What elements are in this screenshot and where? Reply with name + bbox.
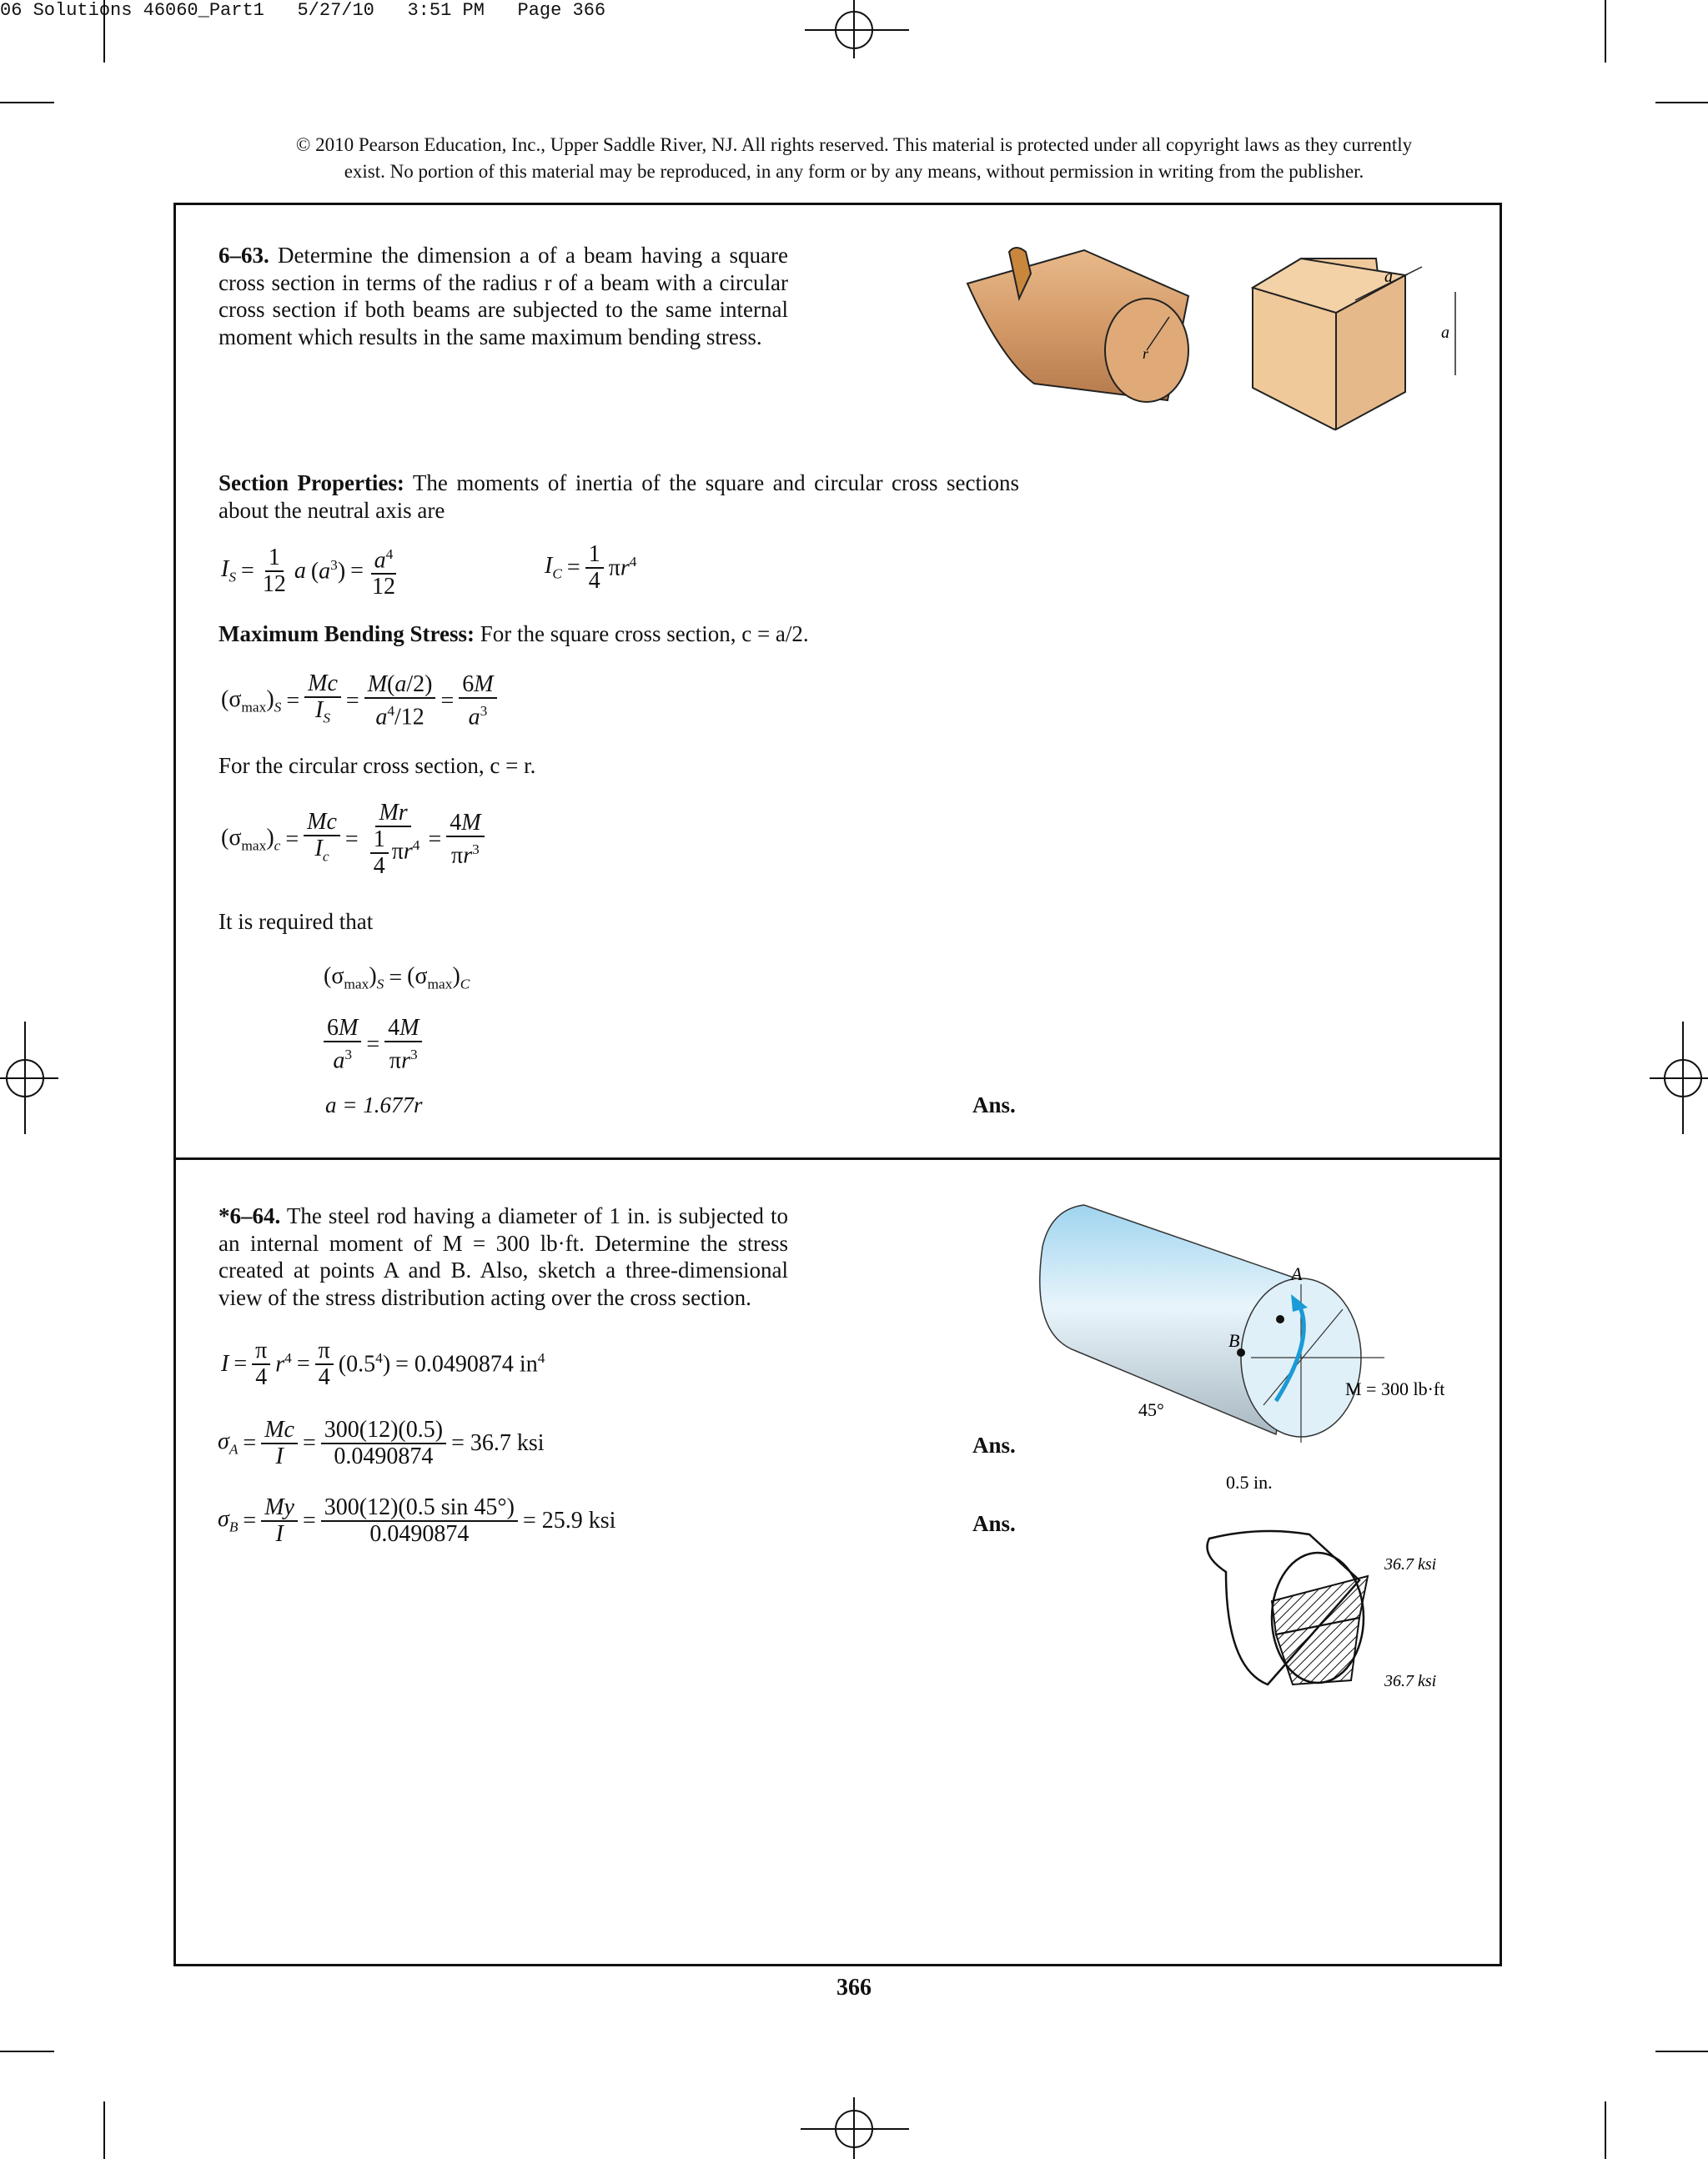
- moment-label: M = 300 lb·ft: [1345, 1378, 1445, 1399]
- sketch-bottom-label: 36.7 ksi: [1384, 1672, 1437, 1690]
- square-beam: [1253, 259, 1455, 429]
- figure-64-steel-rod: [1026, 1192, 1493, 1509]
- inertia-result: = 0.0490874 in: [395, 1351, 538, 1378]
- section-properties-heading: Section Properties:: [219, 470, 404, 495]
- stress-A-equation: $\sigma_A$ = $\frac{Mc}{I}$ = $\frac{300(12)(0.5)}{0.0490874}$ = 36.7 ksi: [218, 1417, 545, 1469]
- stress-circle-equation: $(\sigma_{max})_c$ = $\frac{Mc}{I_c}$ = Mr $\frac{1}{4}$ $\pi r^4$ = $\frac{4M}{\pi r^3}$: [219, 801, 487, 879]
- dim-a-side-label: a: [1441, 324, 1449, 342]
- problem-63-statement: [219, 242, 788, 350]
- page-number: 366: [836, 1975, 872, 2001]
- sketch-top-label: 36.7 ksi: [1384, 1555, 1437, 1574]
- section-properties: [219, 469, 1019, 524]
- circular-section-text: For the circular cross section, c = r.: [219, 753, 536, 778]
- sigmaA-result: = 36.7 ksi: [451, 1430, 545, 1456]
- moment-inertia-rod: I = $\frac{\pi}{4}$ $r^4$ = $\frac{\pi}{4}$ $(0.5^4)$ = 0.0490874 $in^4$: [221, 1338, 545, 1390]
- stress-square-equation: $(\sigma_{max})_S$ = $\frac{Mc}{I_S}$ = $\frac{M(a/2)}{a^4/12}$ = $\frac{6M}{a^3}$: [219, 671, 500, 731]
- radius-dim-label: 0.5 in.: [1226, 1472, 1273, 1493]
- point-B-label: B: [1228, 1330, 1240, 1351]
- copyright-line-1: © 2010 Pearson Education, Inc., Upper Saddle River, NJ. All rights reserved. This material is protected under all copyright laws as they currently: [295, 134, 1413, 155]
- angle-label: 45°: [1138, 1399, 1164, 1420]
- max-bending-heading: Maximum Bending Stress:: [219, 621, 475, 646]
- answer-label-64a: Ans.: [972, 1433, 1016, 1458]
- answer-label-63: Ans.: [972, 1092, 1016, 1117]
- sigmaA-denominator: 0.0490874: [334, 1444, 434, 1469]
- sigmaB-result: = 25.9 ksi: [522, 1508, 616, 1534]
- ratio-equation: $\frac{6M}{a^3}$ = $\frac{4M}{\pi r^3}$: [321, 1016, 424, 1073]
- problem-64-text: The steel rod having a diameter of 1 in. is subjected to an internal moment of M = 300 lb·ft. Determine the stress created at points A and B. Also, sketch a three-dimensional view of the stress distribution acting over the cross section.: [219, 1203, 788, 1310]
- copyright-line-2: exist. No portion of this material may be reproduced, in any form or by any means, without permission in writing from the publisher.: [344, 161, 1364, 182]
- slug-line: 06 Solutions 46060_Part1 5/27/10 3:51 PM Page 366: [0, 0, 606, 21]
- sigmaB-numerator: 300(12)(0.5 sin 45°): [321, 1495, 518, 1522]
- point-A-label: A: [1291, 1263, 1303, 1284]
- equality-equation: $(\sigma_{max})_S$ = $(\sigma_{max})_C$: [324, 963, 470, 992]
- moment-inertia-square: $I_S$ = $\frac{1}{12}$ a $(a^3)$ = $\frac{a^4}{12}$: [219, 542, 401, 600]
- circular-beam: [967, 248, 1188, 402]
- section-properties-text: The moments of inertia of the square and circular cross sections about the neutral axis are: [219, 470, 1019, 523]
- sigmaB-denominator: 0.0490874: [369, 1521, 470, 1547]
- dim-a-top-label: a: [1384, 268, 1393, 286]
- solution-frame: [173, 203, 1502, 1966]
- max-bending-text: For the square cross section, c = a/2.: [480, 621, 809, 646]
- answer-label-64b: Ans.: [972, 1511, 1016, 1536]
- moment-inertia-circle: $I_C$ = $\frac{1}{4}$ $\pi r^4$: [545, 541, 637, 594]
- figure-63-beams: [951, 233, 1484, 442]
- point-A-marker: [1276, 1315, 1284, 1323]
- required-text: It is required that: [219, 909, 374, 934]
- stress-distribution-sketch: [1193, 1526, 1459, 1701]
- problem-64-number: *6–64.: [219, 1203, 281, 1228]
- problem-divider: [173, 1157, 1502, 1160]
- answer-63: a = 1.677r: [325, 1092, 423, 1117]
- radius-label: r: [1143, 345, 1149, 362]
- stress-B-equation: $\sigma_B$ = $\frac{My}{I}$ = $\frac{300(12)(0.5 \sin 45^\circ)}{0.0490874}$ = 25.9 ksi: [218, 1494, 616, 1547]
- sigmaA-numerator: 300(12)(0.5): [321, 1418, 446, 1444]
- copyright-notice: [167, 132, 1541, 185]
- problem-64-statement: [219, 1203, 788, 1311]
- max-bending-stress: [219, 621, 809, 647]
- problem-63-number: 6–63.: [219, 243, 269, 268]
- problem-63-text: Determine the dimension a of a beam having a square cross section in terms of the radius r of a beam with a circular cross section if both beams are subjected to the same internal moment which results in the same maximum bending stress.: [219, 243, 789, 349]
